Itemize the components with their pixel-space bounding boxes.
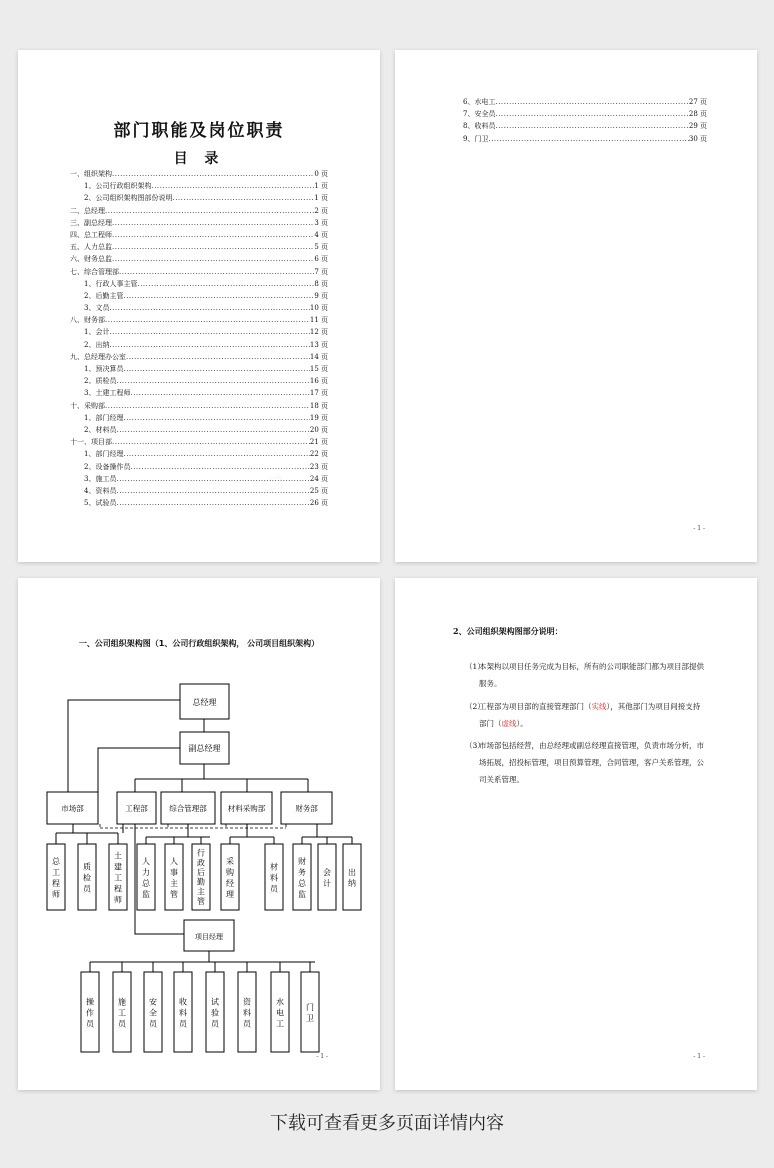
toc-entry-page: 0 页: [314, 170, 328, 178]
toc-entry-page: 22 页: [309, 450, 328, 459]
toc-entry[interactable]: [70, 387, 328, 399]
toc-entry-label: 七、综合管理部: [70, 267, 119, 276]
toc-entry-label: 三、副总经理: [70, 218, 112, 227]
toc-entry[interactable]: [70, 278, 328, 290]
toc-leader-dots: [123, 363, 309, 375]
toc-entry[interactable]: [70, 375, 328, 387]
toc-entry[interactable]: [70, 436, 328, 448]
toc-entry-page: 25 页: [309, 486, 328, 495]
toc-leader-dots: [105, 400, 310, 412]
toc-entry[interactable]: [70, 241, 328, 253]
toc-entry[interactable]: [70, 180, 328, 192]
project-staff-label: 安全员: [149, 997, 157, 1029]
staff-box: [165, 844, 183, 910]
toc-entry-page: 13 页: [309, 340, 328, 349]
document-page-1: [18, 50, 380, 562]
toc-leader-dots: [137, 278, 314, 290]
toc-leader-dots: [151, 180, 314, 192]
toc-leader-dots: [126, 351, 310, 363]
toc-leader-dots: [112, 436, 310, 448]
toc-leader-dots: [119, 266, 314, 278]
toc-entry[interactable]: [70, 229, 328, 241]
table-of-contents-continued: [463, 96, 707, 145]
staff-label: 质检员: [83, 862, 91, 894]
toc-entry-page: 7 页: [314, 267, 328, 276]
toc-entry-label: 2、出纳: [84, 340, 110, 349]
department-label: 综合管理部: [169, 804, 207, 813]
department-label: 市场部: [61, 804, 84, 813]
toc-entry[interactable]: [463, 120, 707, 132]
toc-entry-label: 3、土建工程师: [84, 389, 131, 398]
toc-entry[interactable]: [70, 314, 328, 326]
toc-entry-page: 20 页: [309, 425, 328, 434]
toc-leader-dots: [105, 314, 310, 326]
toc-leader-dots: [112, 253, 314, 265]
toc-entry[interactable]: [70, 363, 328, 375]
toc-entry-label: 7、安全员: [463, 110, 496, 119]
page-number: - 1 -: [316, 1053, 328, 1060]
toc-entry-page: 4 页: [314, 230, 328, 239]
toc-entry-label: 6、水电工: [463, 98, 496, 106]
toc-entry-label: 1、预决算员: [84, 365, 124, 373]
toc-entry[interactable]: [463, 133, 707, 145]
toc-leader-dots: [109, 302, 309, 314]
project-staff-label: 试验员: [211, 997, 219, 1029]
toc-entry-page: 2 页: [314, 206, 328, 215]
project-staff-label: 水电工: [276, 997, 284, 1029]
download-prompt[interactable]: 下载可查看更多页面详情内容: [270, 1113, 504, 1134]
toc-entry-label: 1、公司行政组织架构: [84, 182, 152, 191]
toc-entry-label: 四、总工程师: [70, 230, 112, 239]
staff-label: 材料员: [270, 862, 278, 894]
toc-entry-label: 2、公司组织架构图部份说明: [84, 194, 173, 203]
document-title: 部门职能及岗位职责: [113, 121, 285, 141]
toc-entry[interactable]: [70, 485, 328, 497]
document-page-3: [18, 578, 380, 1090]
toc-entry-page: 17 页: [309, 389, 328, 398]
department-label: 工程部: [125, 804, 148, 813]
toc-entry-page: 1 页: [314, 194, 328, 203]
toc-leader-dots: [123, 412, 309, 424]
toc-leader-dots: [109, 326, 309, 338]
toc-entry[interactable]: [70, 412, 328, 424]
toc-entry-page: 24 页: [309, 474, 328, 483]
staff-label: 总工程师: [52, 856, 60, 899]
document-page-4: [395, 578, 757, 1090]
toc-leader-dots: [112, 217, 314, 229]
staff-label: 出纳: [348, 867, 356, 888]
project-staff-label: 门卫: [306, 1002, 314, 1023]
staff-box: [137, 844, 155, 910]
toc-entry-label: 2、质检员: [84, 377, 117, 386]
toc-leader-dots: [112, 241, 314, 253]
toc-entry-page: 8 页: [314, 279, 328, 288]
toc-leader-dots: [495, 96, 688, 108]
toc-entry-label: 1、会计: [84, 328, 110, 337]
toc-entry[interactable]: [70, 326, 328, 338]
toc-entry-label: 1、部门经理: [84, 413, 124, 422]
pm-label: 项目经理: [195, 933, 223, 941]
toc-entry-page: 29 页: [688, 122, 707, 131]
toc-entry[interactable]: [70, 290, 328, 302]
toc-leader-dots: [488, 133, 688, 145]
department-label: 财务部: [295, 804, 318, 813]
toc-entry-page: 26 页: [309, 499, 328, 508]
toc-leader-dots: [116, 424, 309, 436]
toc-leader-dots: [495, 120, 688, 132]
toc-entry-page: 28 页: [688, 110, 707, 119]
toc-entry-label: 1、部门经理: [84, 450, 124, 459]
toc-leader-dots: [123, 290, 314, 302]
toc-leader-dots: [123, 448, 309, 460]
staff-box: [293, 844, 311, 910]
staff-label: 会计: [323, 867, 331, 888]
toc-leader-dots: [116, 497, 309, 509]
toc-entry[interactable]: [70, 253, 328, 265]
org-chart-title: 一、公司组织架构图（1、公司行政组织架构， 公司项目组织架构）: [78, 639, 320, 648]
toc-entry-label: 3、施工员: [84, 474, 117, 483]
toc-entry-page: 27 页: [688, 98, 707, 106]
project-staff-label: 收料员: [179, 997, 187, 1029]
toc-entry[interactable]: [70, 461, 328, 473]
toc-entry-page: 14 页: [309, 352, 328, 361]
project-staff-label: 施工员: [118, 997, 126, 1029]
toc-entry-label: 八、财务部: [70, 316, 105, 325]
toc-entry[interactable]: [70, 339, 328, 351]
toc-entry[interactable]: [70, 266, 328, 278]
project-staff-box: [301, 972, 319, 1052]
toc-entry-page: 15 页: [309, 365, 328, 373]
toc-entry[interactable]: [70, 217, 328, 229]
toc-entry-page: 5 页: [314, 243, 328, 252]
staff-label: 采购经理: [226, 856, 234, 899]
toc-entry-label: 2、设备操作员: [84, 462, 131, 471]
explanation-paragraph-1: （1）本架构以项目任务完成为目标，所有的公司职能部门都为项目部提供服务。: [465, 662, 704, 688]
toc-entry-page: 1 页: [314, 182, 328, 191]
toc-entry-label: 2、材料员: [84, 425, 117, 434]
toc-entry-label: 六、财务总监: [70, 255, 112, 264]
solid-line-note: 实线: [591, 702, 607, 711]
toc-entry-label: 二、总经理: [70, 206, 105, 215]
dashed-line-note: 虚线: [501, 719, 517, 728]
section-title: 2、公司组织架构图部分说明：: [453, 626, 563, 636]
org-chart: [18, 578, 380, 1090]
toc-entry[interactable]: [70, 205, 328, 217]
toc-entry[interactable]: [70, 168, 328, 180]
project-staff-label: 操作员: [86, 997, 94, 1029]
toc-entry-label: 3、文员: [84, 304, 110, 313]
toc-leader-dots: [112, 168, 314, 180]
page-number: - 1 -: [693, 1053, 705, 1060]
staff-box: [318, 844, 336, 910]
toc-entry-page: 19 页: [309, 413, 328, 422]
toc-entry-label: 十、采购部: [70, 401, 105, 410]
vp-label: 副总经理: [188, 744, 221, 753]
toc-entry-page: 12 页: [309, 328, 328, 337]
ceo-label: 总经理: [192, 698, 217, 707]
toc-entry-page: 18 页: [309, 401, 328, 410]
staff-label: 人事主管: [170, 856, 178, 899]
staff-label: 行政后勤主管: [197, 848, 205, 907]
staff-label: 人力总监: [142, 856, 150, 899]
toc-entry-page: 11 页: [309, 316, 328, 325]
toc-entry[interactable]: [70, 302, 328, 314]
staff-box: [343, 844, 361, 910]
toc-entry-page: 30 页: [688, 134, 707, 143]
toc-entry[interactable]: [70, 448, 328, 460]
toc-entry[interactable]: [70, 497, 328, 509]
toc-leader-dots: [109, 339, 309, 351]
toc-leader-dots: [116, 375, 309, 387]
explanation-paragraph-2: （2）工程部为项目部的直接管理部门（实线），其他部门为项目间接支持部门（虚线）。: [465, 702, 701, 728]
toc-entry-label: 4、资料员: [84, 486, 117, 495]
toc-entry-label: 9、门卫: [463, 134, 489, 143]
toc-heading: 目 录: [173, 151, 225, 167]
toc-entry-label: 五、人力总监: [70, 243, 112, 252]
staff-label: 财务总监: [298, 856, 306, 899]
toc-entry[interactable]: [70, 400, 328, 412]
toc-entry-page: 10 页: [309, 304, 328, 313]
staff-label: 土建工程师: [114, 851, 122, 905]
toc-leader-dots: [130, 387, 309, 399]
staff-box: [221, 844, 239, 910]
toc-entry[interactable]: [463, 108, 707, 120]
toc-entry-label: 2、后勤主管: [84, 291, 124, 300]
toc-entry-page: 3 页: [314, 218, 328, 227]
explanation-paragraph-3: （3）市场部包括经营，由总经理或副总经理直接管理，负责市场分析，市场拓展，招投标管理，项目预算管理，合同管理，客户关系管理，公司关系管理。: [465, 741, 704, 784]
toc-entry[interactable]: [70, 424, 328, 436]
toc-entry[interactable]: [70, 351, 328, 363]
toc-entry-page: 9 页: [314, 291, 328, 300]
toc-entry-label: 1、行政人事主管: [84, 279, 138, 288]
project-staff-label: 资料员: [243, 997, 251, 1029]
toc-entry[interactable]: [463, 96, 707, 108]
toc-entry-label: 5、试验员: [84, 499, 117, 508]
department-label: 材料采购部: [227, 804, 266, 813]
table-of-contents: [70, 168, 328, 509]
page-number: - 1 -: [693, 525, 705, 532]
toc-entry[interactable]: [70, 192, 328, 204]
staff-box: [47, 844, 65, 910]
toc-leader-dots: [172, 192, 314, 204]
toc-entry-label: 十一、项目部: [70, 438, 112, 447]
toc-leader-dots: [112, 229, 314, 241]
toc-entry-label: 8、收料员: [463, 122, 496, 131]
toc-leader-dots: [495, 108, 688, 120]
toc-entry-page: 21 页: [309, 438, 328, 447]
toc-entry-label: 一、组织架构: [70, 170, 112, 178]
toc-entry-label: 九、总经理办公室: [70, 352, 126, 361]
document-page-2: [395, 50, 757, 562]
toc-entry-page: 23 页: [309, 462, 328, 471]
toc-entry-page: 6 页: [314, 255, 328, 264]
toc-leader-dots: [105, 205, 314, 217]
toc-entry-page: 16 页: [309, 377, 328, 386]
